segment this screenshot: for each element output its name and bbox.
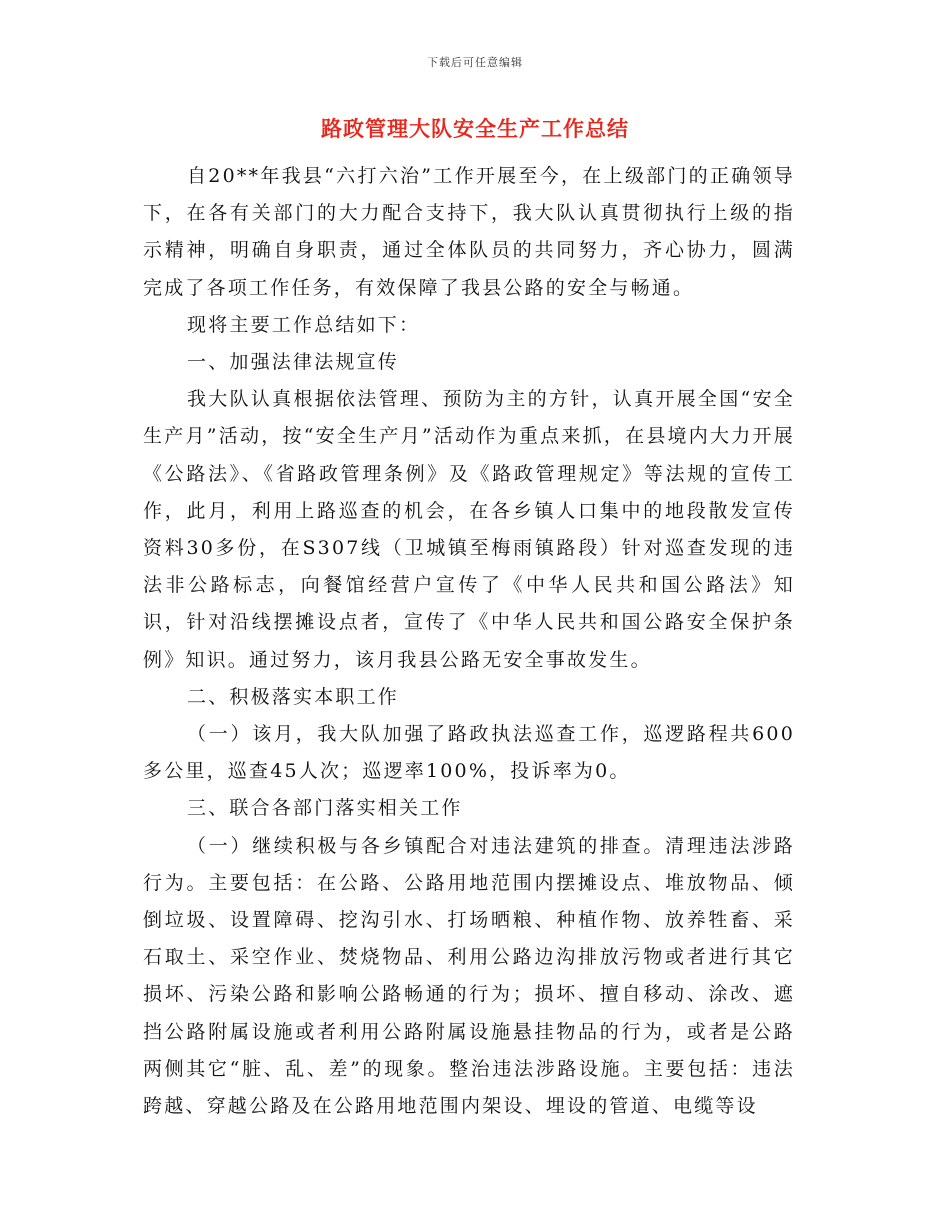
paragraph-summary-lead: 现将主要工作总结如下： <box>187 313 421 336</box>
document-title: 路政管理大队安全生产工作总结 <box>321 116 629 141</box>
paragraph-intro: 自20**年我县“六打六治”工作开展至今，在上级部门的正确领导下，在各有关部门的大力配合支持下，我大队认真贯彻执行上级的指示精神，明确自身职责，通过全体队员的共同努力，齐心协力，圆满完成了各项工作任务，有效保障了我县公路的安全与畅通。 <box>143 165 795 299</box>
paragraph-section-3: （一）继续积极与各乡镇配合对违法建筑的排查。清理违法涉路行为。主要包括：在公路、公路用地范围内摆摊设点、堆放物品、倾倒垃圾、设置障碍、挖沟引水、打场晒粮、种植作物、放养牲畜、采石取土、采空作业、焚烧物品、利用公路边沟排放污物或者进行其它损坏、污染公路和影响公路畅通的行为；损坏、擅自移动、涂改、遮挡公路附属设施或者利用公路附属设施悬挂物品的行为，或者是公路两侧其它“脏、乱、差”的现象。整治违法涉路设施。主要包括：违法跨越、穿越公路及在公路用地范围内架设、埋设的管道、电缆等设 <box>143 834 795 1118</box>
paragraph-section-1: 我大队认真根据依法管理、预防为主的方针，认真开展全国“安全生产月”活动，按“安全生产月”活动作为重点来抓，在县境内大力开展《公路法》、《省路政管理条例》及《路政管理规定》等法规的宣传工作，此月，利用上路巡查的机会，在各乡镇人口集中的地段散发宣传资料30多份，在S307线（卫城镇至梅雨镇路段）针对巡查发现的违法非公路标志，向餐馆经营户宣传了《中华人民共和国公路法》知识，针对沿线摆摊设点者，宣传了《中华人民共和国公路安全保护条例》知识。通过努力，该月我县公路无安全事故发生。 <box>143 388 795 671</box>
section-heading-2: 二、积极落实本职工作 <box>187 685 400 708</box>
document-body <box>143 158 795 1125</box>
paragraph-section-2: （一）该月，我大队加强了路政执法巡查工作，巡逻路程共600多公里，巡查45人次；巡逻率100%，投诉率为0。 <box>143 723 795 783</box>
page-header-note: 下载后可任意编辑 <box>427 56 523 69</box>
section-heading-1: 一、加强法律法规宣传 <box>187 351 400 374</box>
section-heading-3: 三、联合各部门落实相关工作 <box>187 797 463 820</box>
